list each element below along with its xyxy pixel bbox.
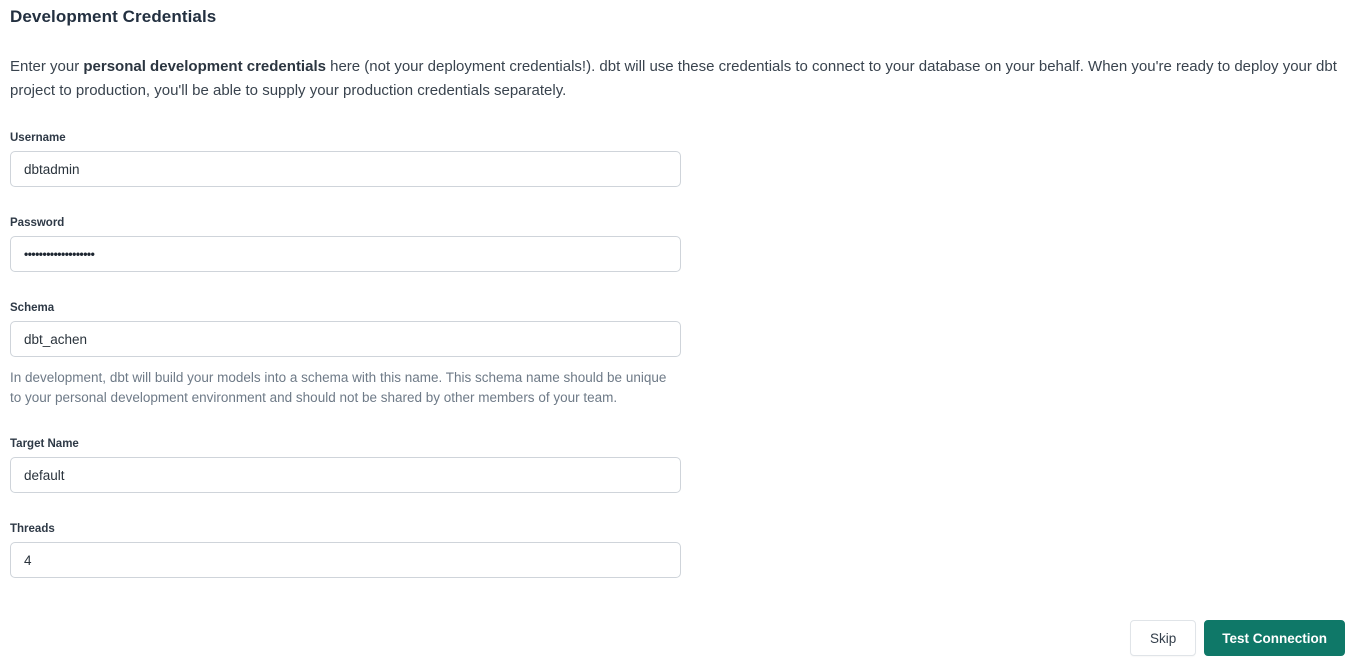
form-actions: [1130, 620, 1345, 656]
schema-field-group: [10, 302, 681, 408]
password-label: Password: [10, 217, 65, 229]
target-name-input[interactable]: [10, 457, 681, 493]
test-connection-button[interactable]: Test Connection: [1204, 620, 1345, 656]
intro-bold: personal development credentials: [83, 58, 326, 75]
target-name-field-group: [10, 438, 681, 493]
intro-suffix: here (not your deployment credentials!). dbt will use these credentials to connect to your database on your behalf. When you're ready to deploy your dbt project to production, you'll be able to supply your production credentials separately.: [10, 58, 1337, 99]
intro-paragraph: [10, 55, 1345, 103]
username-label: Username: [10, 132, 66, 144]
target-name-label: Target Name: [10, 438, 79, 450]
threads-input[interactable]: [10, 542, 681, 578]
threads-field-group: [10, 523, 681, 578]
intro-prefix: Enter your: [10, 58, 84, 75]
schema-label: Schema: [10, 302, 55, 314]
skip-button[interactable]: Skip: [1130, 620, 1196, 656]
threads-label: Threads: [10, 523, 55, 535]
username-field-group: [10, 132, 681, 187]
schema-input[interactable]: [10, 321, 681, 357]
page-title: Development Credentials: [10, 7, 217, 26]
password-input[interactable]: [10, 236, 681, 272]
username-input[interactable]: [10, 151, 681, 187]
password-field-group: [10, 217, 681, 272]
schema-help-text: In development, dbt will build your models into a schema with this name. This schema name should be unique to your personal development environment and should not be shared by other members of your team.: [10, 370, 667, 405]
